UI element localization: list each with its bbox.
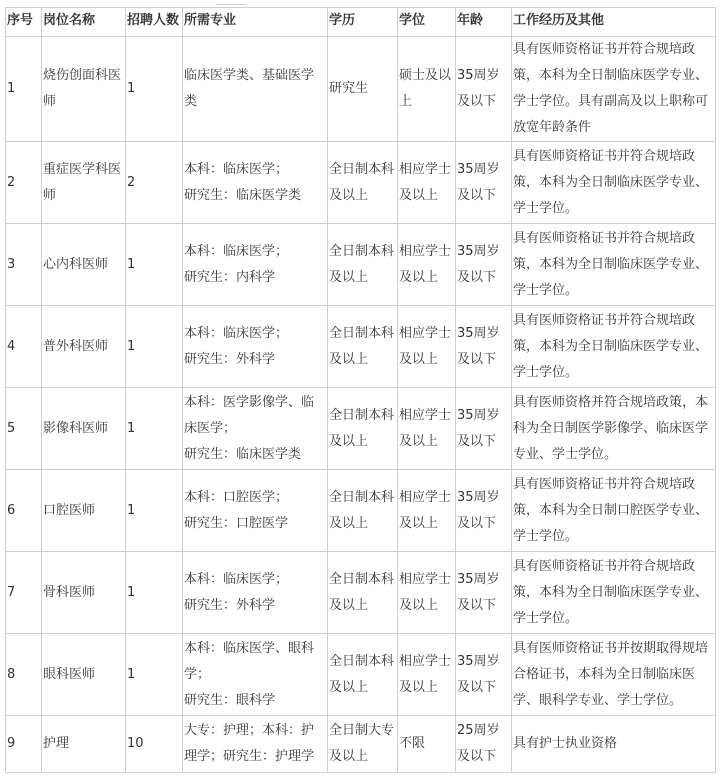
major-line: 研究生：内科学 xyxy=(184,269,276,285)
education: 全日制本科及以上 xyxy=(328,306,398,388)
requirements: 具有医师资格证书并符合规培政策，本科为全日制临床医学专业、学士学位。 xyxy=(512,306,716,388)
header-degree: 学位 xyxy=(398,8,456,37)
major-cell xyxy=(183,224,328,306)
major-cell xyxy=(183,306,328,388)
requirements: 具有医师资格证书并符合规培政策，本科为全日制临床医学专业、学士学位。 xyxy=(512,552,716,634)
degree: 不限 xyxy=(398,716,456,773)
post-name: 口腔医师 xyxy=(42,470,126,552)
degree: 相应学士及以上 xyxy=(398,306,456,388)
age-limit: 25周岁及以下 xyxy=(456,716,512,773)
major-cell xyxy=(183,716,328,773)
degree: 相应学士及以上 xyxy=(398,552,456,634)
requirements: 具有医师资格证书并符合规培政策，本科为全日制口腔医学专业、学士学位。 xyxy=(512,470,716,552)
major-line: 研究生：眼科学 xyxy=(184,692,276,708)
recruitment-table xyxy=(5,7,716,773)
age-limit: 35周岁及以下 xyxy=(456,470,512,552)
table-row xyxy=(6,716,716,773)
age-limit: 35周岁及以下 xyxy=(456,634,512,716)
header-age: 年龄 xyxy=(456,8,512,37)
post-name: 眼科医师 xyxy=(42,634,126,716)
post-name: 心内科医师 xyxy=(42,224,126,306)
post-name: 重症医学科医师 xyxy=(42,142,126,224)
degree: 硕士及以上 xyxy=(398,37,456,142)
table-row xyxy=(6,142,716,224)
major-line: 本科：临床医学； xyxy=(184,243,289,259)
degree: 相应学士及以上 xyxy=(398,142,456,224)
table-row xyxy=(6,388,716,470)
requirements: 具有医师资格并符合规培政策，本科为全日制医学影像学、临床医学专业、学士学位。 xyxy=(512,388,716,470)
education: 全日制本科及以上 xyxy=(328,634,398,716)
hire-count: 10 xyxy=(126,716,183,773)
table-row xyxy=(6,224,716,306)
table-row xyxy=(6,634,716,716)
hire-count: 1 xyxy=(126,470,183,552)
major-cell xyxy=(183,388,328,470)
post-name: 普外科医师 xyxy=(42,306,126,388)
major-cell xyxy=(183,552,328,634)
education: 研究生 xyxy=(328,37,398,142)
post-name: 骨科医师 xyxy=(42,552,126,634)
table-row xyxy=(6,37,716,142)
post-name: 烧伤创面科医师 xyxy=(42,37,126,142)
age-limit: 35周岁及以下 xyxy=(456,552,512,634)
degree: 相应学士及以上 xyxy=(398,470,456,552)
major-cell xyxy=(183,37,328,142)
requirements: 具有医师资格证书并符合规培政策，本科为全日制临床医学专业、学士学位。 xyxy=(512,142,716,224)
hire-count: 1 xyxy=(126,388,183,470)
top-edge-mark xyxy=(216,0,246,5)
header-no: 序号 xyxy=(6,8,42,37)
major-line: 本科：临床医学； xyxy=(184,161,289,177)
header-requirements: 工作经历及其他 xyxy=(512,8,716,37)
hire-count: 1 xyxy=(126,306,183,388)
row-number: 1 xyxy=(6,37,42,142)
major-line: 研究生：临床医学类 xyxy=(184,187,302,203)
row-number: 5 xyxy=(6,388,42,470)
requirements: 具有医师资格证书并符合规培政策，本科为全日制临床医学专业、学士学位。具有副高及以上职称可放宽年龄条件 xyxy=(512,37,716,142)
major-line: 研究生：外科学 xyxy=(184,351,276,367)
post-name: 影像科医师 xyxy=(42,388,126,470)
requirements: 具有医师资格证书并按期取得规培合格证书，本科为全日制临床医学、眼科学专业、学士学位。 xyxy=(512,634,716,716)
education: 全日制本科及以上 xyxy=(328,142,398,224)
hire-count: 1 xyxy=(126,224,183,306)
major-line: 本科：口腔医学； xyxy=(184,489,289,505)
post-name: 护理 xyxy=(42,716,126,773)
hire-count: 1 xyxy=(126,552,183,634)
row-number: 7 xyxy=(6,552,42,634)
major-line: 大专：护理；本科：护理学；研究生：护理学 xyxy=(184,723,315,764)
header-major: 所需专业 xyxy=(183,8,328,37)
header-education: 学历 xyxy=(328,8,398,37)
major-cell xyxy=(183,142,328,224)
row-number: 4 xyxy=(6,306,42,388)
degree: 相应学士及以上 xyxy=(398,388,456,470)
requirements: 具有护士执业资格 xyxy=(512,716,716,773)
major-line: 本科：临床医学、眼科学； xyxy=(184,640,315,682)
major-line: 研究生：口腔医学 xyxy=(184,515,289,531)
requirements: 具有医师资格证书并符合规培政策，本科为全日制临床医学专业、学士学位。 xyxy=(512,224,716,306)
major-line: 本科：临床医学； xyxy=(184,325,289,341)
degree: 相应学士及以上 xyxy=(398,634,456,716)
table-row xyxy=(6,470,716,552)
table-row xyxy=(6,306,716,388)
major-line: 临床医学类、基础医学类 xyxy=(184,68,315,109)
degree: 相应学士及以上 xyxy=(398,224,456,306)
major-line: 本科：临床医学； xyxy=(184,571,289,587)
major-line: 研究生：临床医学类 xyxy=(184,446,302,462)
education: 全日制本科及以上 xyxy=(328,224,398,306)
age-limit: 35周岁及以下 xyxy=(456,142,512,224)
education: 全日制本科及以上 xyxy=(328,388,398,470)
header-row xyxy=(6,8,716,37)
table-row xyxy=(6,552,716,634)
age-limit: 35周岁及以下 xyxy=(456,306,512,388)
major-cell xyxy=(183,634,328,716)
row-number: 2 xyxy=(6,142,42,224)
education: 全日制本科及以上 xyxy=(328,470,398,552)
major-cell xyxy=(183,470,328,552)
hire-count: 2 xyxy=(126,142,183,224)
age-limit: 35周岁及以下 xyxy=(456,388,512,470)
age-limit: 35周岁及以下 xyxy=(456,224,512,306)
row-number: 9 xyxy=(6,716,42,773)
row-number: 8 xyxy=(6,634,42,716)
education: 全日制大专及以上 xyxy=(328,716,398,773)
row-number: 3 xyxy=(6,224,42,306)
row-number: 6 xyxy=(6,470,42,552)
major-line: 研究生：外科学 xyxy=(184,597,276,613)
education: 全日制本科及以上 xyxy=(328,552,398,634)
header-post: 岗位名称 xyxy=(42,8,126,37)
major-line: 本科：医学影像学、临床医学； xyxy=(184,394,315,436)
age-limit: 35周岁及以下 xyxy=(456,37,512,142)
hire-count: 1 xyxy=(126,634,183,716)
header-count: 招聘人数 xyxy=(126,8,183,37)
hire-count: 1 xyxy=(126,37,183,142)
